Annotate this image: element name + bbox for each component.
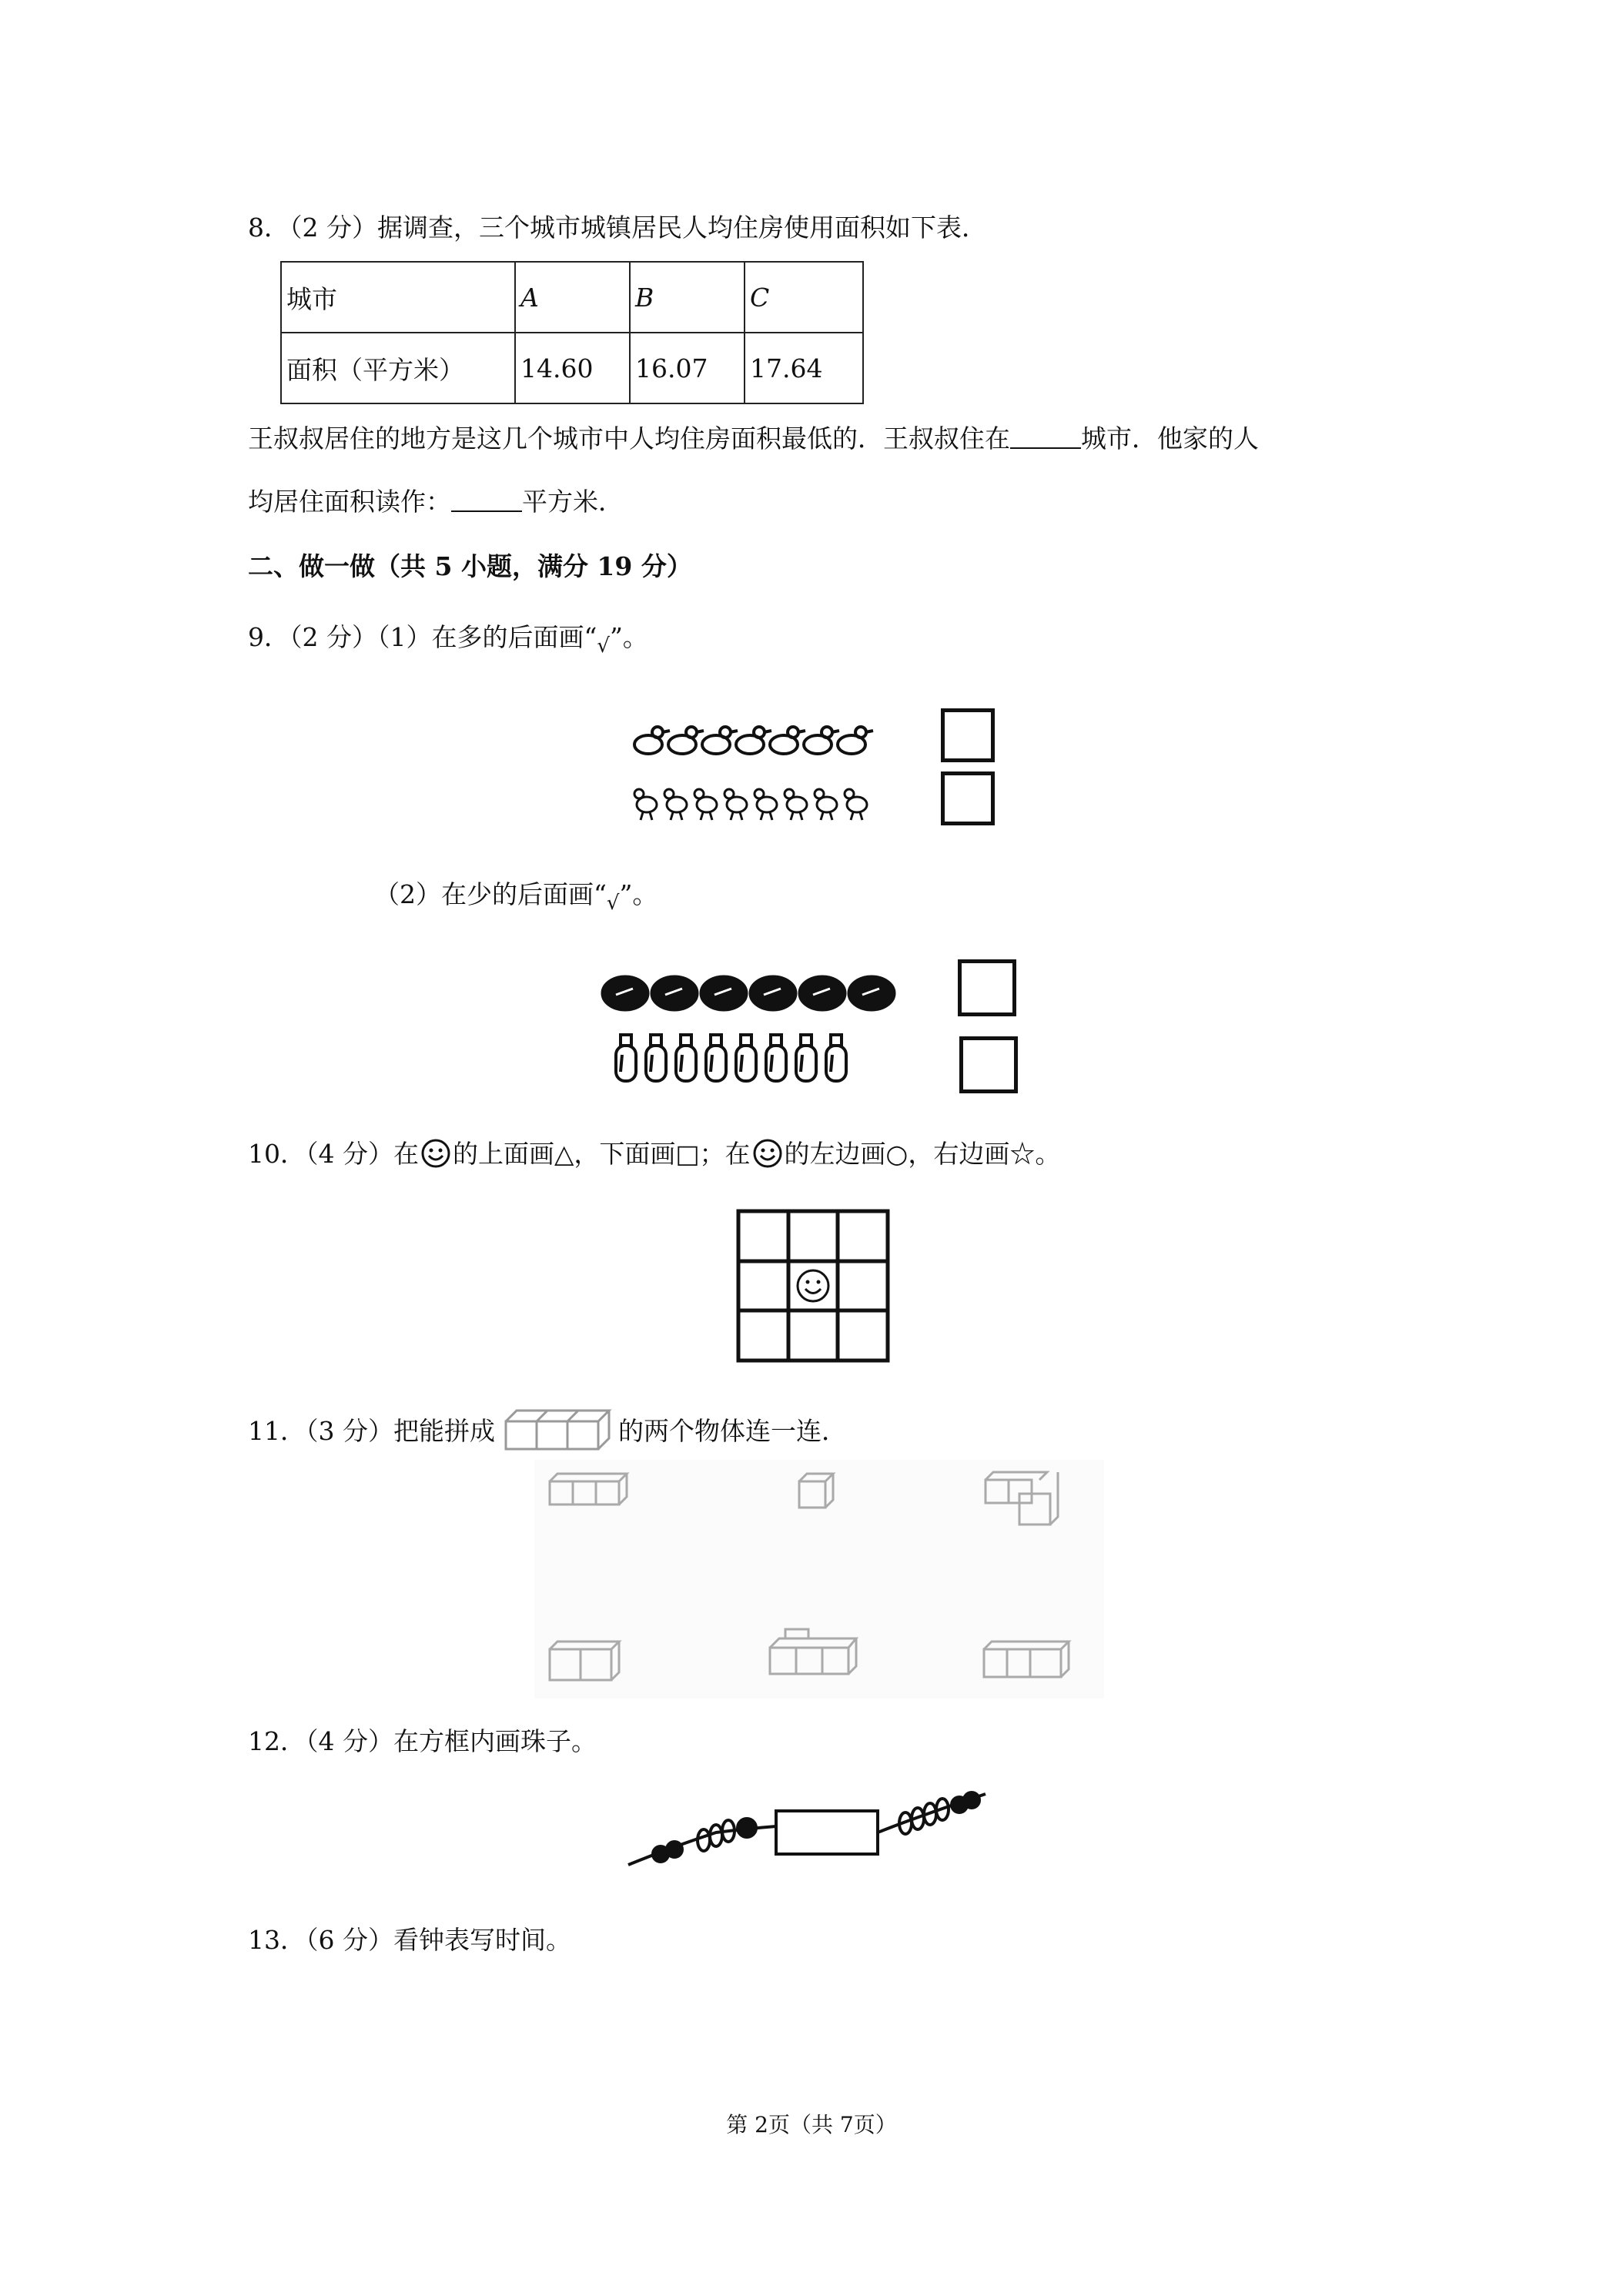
table-cell: 面积（平方米）: [281, 333, 515, 403]
ducks-chicks-figure: [631, 705, 970, 832]
duck-icon: [668, 727, 704, 754]
q8-text-a: 王叔叔居住的地方是这几个城市中人均住房面积最低的．王叔叔住在: [248, 423, 1010, 454]
answer-box-stones[interactable]: [958, 959, 1016, 1016]
table-cell: C: [745, 262, 863, 333]
chick-icon: [634, 789, 657, 820]
stone-icon: [848, 976, 895, 1010]
answer-blank-city[interactable]: [1010, 424, 1081, 449]
q8-text-d: 平方米．: [522, 487, 624, 517]
q8-text-c: 均居住面积读作：: [248, 487, 451, 517]
q9-part2: [374, 879, 658, 919]
target-cubes-icon: [495, 1400, 618, 1454]
smiley-icon: [419, 1138, 453, 1169]
beads-right: [899, 1792, 979, 1834]
table-row: [281, 262, 863, 333]
q9-part1: [248, 622, 648, 661]
chick-icon: [664, 789, 687, 820]
q8-text-line2: [248, 487, 624, 517]
q10-text-c: 的左边画○，右边画☆。: [784, 1139, 1061, 1169]
bottle-icon: [826, 1035, 846, 1081]
chick-icon: [815, 789, 837, 820]
answer-blank-reading[interactable]: [451, 487, 522, 512]
chick-icon: [694, 789, 717, 820]
stone-icon: [750, 976, 796, 1010]
answer-box-bottles[interactable]: [959, 1036, 1018, 1093]
chick-row: [634, 789, 867, 820]
q10-text: [248, 1138, 1060, 1170]
section-heading: 二、做一做（共 5 小题，满分 19 分）: [248, 551, 692, 581]
stone-icon: [602, 976, 648, 1010]
stone-icon: [799, 976, 845, 1010]
duck-icon: [736, 727, 771, 754]
quote-end: ”。: [619, 879, 658, 909]
duck-row: [634, 727, 873, 754]
stone-row: [602, 976, 895, 1010]
smiley-icon: [751, 1138, 785, 1169]
bead-draw-area[interactable]: [776, 1811, 878, 1854]
cube-shapes-figure: [534, 1460, 1104, 1699]
bottle-icon: [676, 1035, 696, 1081]
duck-icon: [804, 727, 839, 754]
stone-icon: [701, 976, 747, 1010]
table-cell: 17.64: [745, 333, 863, 403]
table-cell: A: [515, 262, 630, 333]
q13-text: 13．（6 分）看钟表写时间。: [248, 1925, 571, 1955]
answer-box-chicks[interactable]: [941, 771, 995, 825]
stone-icon: [651, 976, 698, 1010]
duck-icon: [634, 727, 670, 754]
q8-intro: 8．（2 分）据调查，三个城市城镇居民人均住房使用面积如下表．: [248, 213, 987, 243]
q8-text-line1: [248, 423, 1259, 454]
q9-part1-text: 9．（2 分）（1）在多的后面画“: [248, 622, 597, 652]
table-row: [281, 333, 863, 403]
q9-part2-text: （2）在少的后面画“: [374, 879, 607, 909]
bottle-icon: [736, 1035, 756, 1081]
table-cell: 城市: [281, 262, 515, 333]
q11-text-a: 11．（3 分）把能拼成: [248, 1416, 495, 1446]
quote-end: ”。: [609, 622, 648, 652]
bottle-row: [616, 1035, 846, 1081]
q10-text-b: 的上面画△，下面画□；在: [452, 1139, 751, 1169]
answer-box-ducks[interactable]: [941, 708, 995, 762]
bottle-icon: [646, 1035, 666, 1081]
check-mark: √: [606, 892, 620, 915]
q11-text-b: 的两个物体连一连．: [617, 1416, 847, 1446]
check-mark: √: [597, 634, 610, 658]
stones-bottles-figure: [601, 955, 962, 1093]
bottle-icon: [616, 1035, 636, 1081]
chick-icon: [845, 789, 867, 820]
table-cell: B: [630, 262, 745, 333]
q11-text: [248, 1400, 847, 1454]
smiley-icon: [798, 1270, 828, 1301]
chick-icon: [724, 789, 747, 820]
table-cell: 14.60: [515, 333, 630, 403]
chick-icon: [755, 789, 777, 820]
beads-left: [653, 1819, 756, 1862]
q12-text: 12．（4 分）在方框内画珠子。: [248, 1726, 597, 1756]
q10-text-a: 10．（4 分）在: [248, 1139, 419, 1169]
chick-icon: [785, 789, 807, 820]
bottle-icon: [796, 1035, 816, 1081]
area-table: [280, 261, 864, 404]
page-footer: 第 2页（共 7页）: [726, 2112, 897, 2137]
duck-icon: [770, 727, 805, 754]
duck-icon: [702, 727, 738, 754]
bottle-icon: [706, 1035, 726, 1081]
duck-icon: [838, 727, 873, 754]
grid-3x3: [736, 1209, 890, 1363]
bottle-icon: [766, 1035, 786, 1081]
table-cell: 16.07: [630, 333, 745, 403]
q8-text-b: 城市．他家的人: [1081, 423, 1259, 454]
